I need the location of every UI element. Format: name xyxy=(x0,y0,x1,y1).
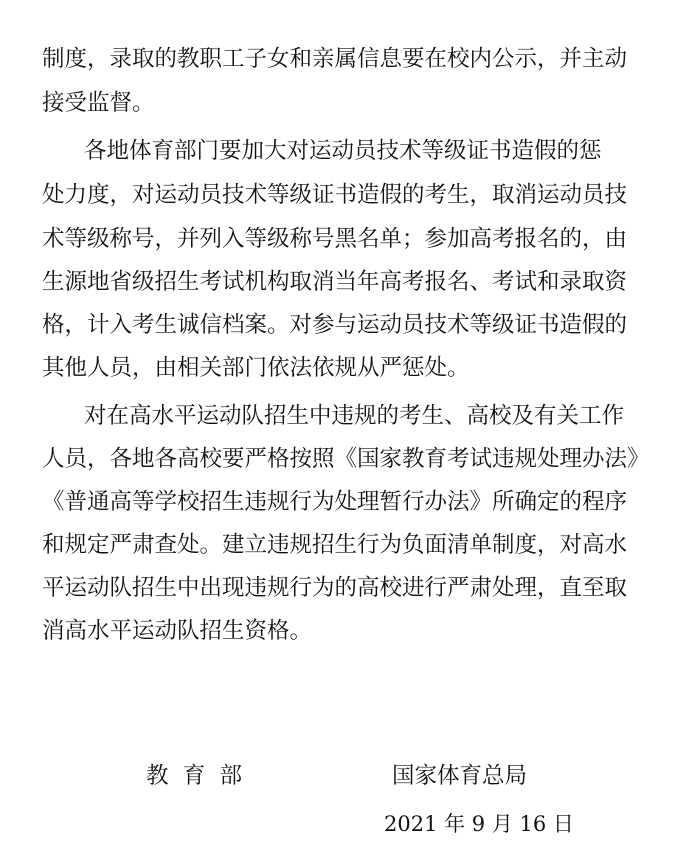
signatory-general-administration-of-sport: 国家体育总局 xyxy=(392,763,528,789)
text-line: 生源地省级招生考试机构取消当年高考报名、考试和录取资 xyxy=(42,269,628,295)
text-line: 处力度，对运动员技术等级证书造假的考生，取消运动员技 xyxy=(42,182,628,208)
text-line: 各地体育部门要加大对运动员技术等级证书造假的惩 xyxy=(84,138,602,164)
signatory-ministry-of-education: 教 育 部 xyxy=(146,763,243,789)
text-line: 人员，各地各高校要严格按照《国家教育考试违规处理办法》 xyxy=(42,446,650,472)
text-line: 格，计入考生诚信档案。对参与运动员技术等级证书造假的 xyxy=(42,312,628,338)
text-line: 平运动队招生中出现违规行为的高校进行严肃处理，直至取 xyxy=(42,575,628,601)
text-line: 其他人员，由相关部门依法依规从严惩处。 xyxy=(42,355,470,381)
issue-date: 2021 年 9 月 16 日 xyxy=(384,812,574,836)
text-line: 接受监督。 xyxy=(42,90,155,116)
text-line: 消高水平运动队招生资格。 xyxy=(42,618,313,644)
text-line: 和规定严肃查处。建立违规招生行为负面清单制度，对高水 xyxy=(42,532,628,558)
text-line: 术等级称号，并列入等级称号黑名单；参加高考报名的，由 xyxy=(42,226,628,252)
text-line: 《普通高等学校招生违规行为处理暂行办法》所确定的程序 xyxy=(42,489,628,515)
text-line: 对在高水平运动队招生中违规的考生、高校及有关工作 xyxy=(84,403,625,429)
text-line: 制度，录取的教职工子女和亲属信息要在校内公示，并主动 xyxy=(42,46,628,72)
